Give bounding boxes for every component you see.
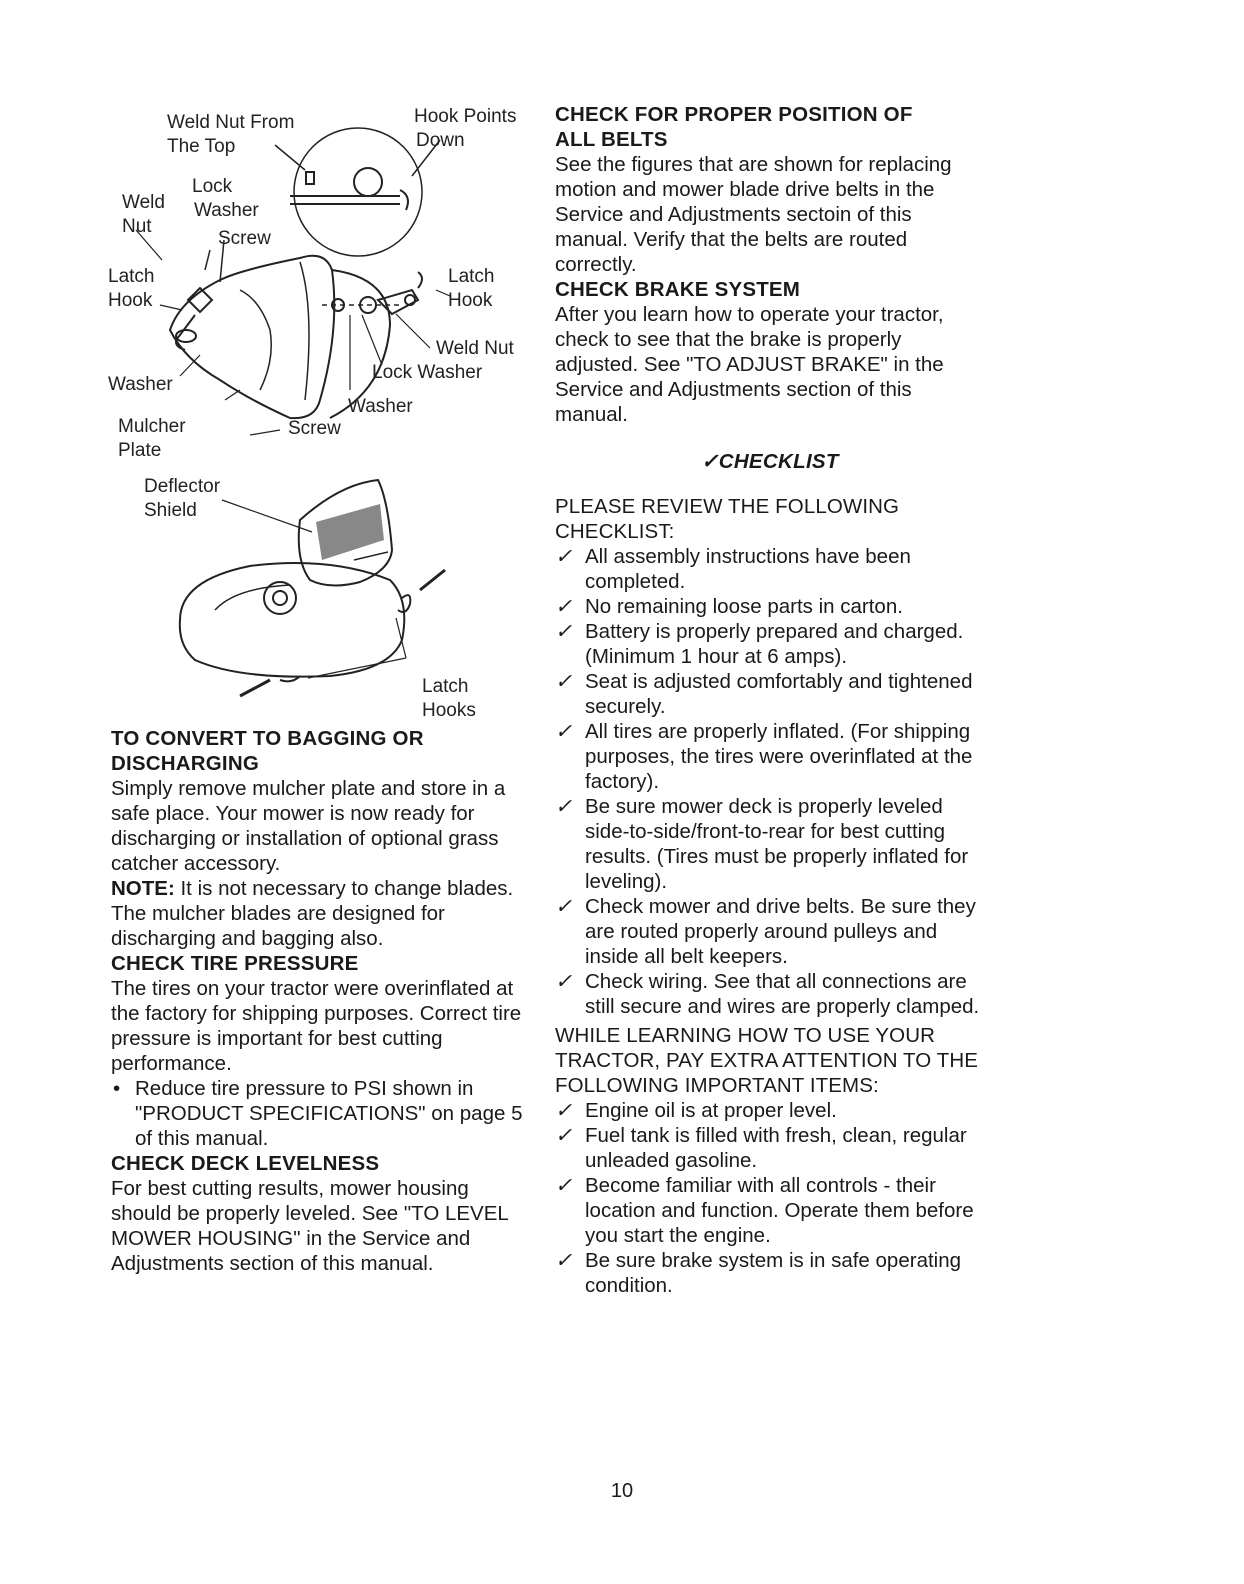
checkmark-icon: ✓	[555, 1099, 573, 1122]
checklist-item	[555, 969, 985, 1019]
checklist-item-text: Check wiring. See that all connections are still secure and wires are properly clamped.	[585, 970, 980, 1018]
tire-pressure-heading: CHECK TIRE PRESSURE	[111, 952, 359, 975]
label-latch-hook-left-1: Latch	[108, 266, 155, 287]
left-column	[111, 726, 531, 1276]
checkmark-icon: ✓	[555, 1124, 573, 1147]
mulcher-plate-figure	[100, 100, 530, 470]
deflector-shield-figure	[140, 470, 500, 720]
checkmark-icon: ✓	[555, 795, 573, 818]
checklist-item-text: Be sure brake system is in safe operating condition.	[585, 1249, 962, 1297]
label-lock-washer-right: Lock Washer	[372, 362, 483, 383]
label-weld-nut-from-top-1: Weld Nut From	[167, 112, 295, 133]
bullet-dot: •	[113, 1077, 121, 1100]
label-latch-hook-right-2: Hook	[448, 290, 493, 311]
checklist-item-text: Battery is properly prepared and charged. (Minimum 1 hour at 6 amps).	[585, 620, 964, 668]
page-number: 10	[610, 1480, 634, 1502]
label-deflector-shield-2: Shield	[144, 500, 197, 521]
label-latch-hooks-1: Latch	[422, 676, 469, 697]
note-text: It is not necessary to change blades. The mulcher blades are designed for discharging and bagging also.	[111, 877, 514, 950]
checklist-item-text: No remaining loose parts in carton.	[585, 595, 903, 618]
brake-heading: CHECK BRAKE SYSTEM	[555, 278, 801, 301]
checklist-item	[555, 1123, 985, 1173]
checkmark-icon: ✓	[555, 970, 573, 993]
checkmark-icon: ✓	[555, 670, 573, 693]
checklist-item	[555, 1173, 985, 1248]
checklist-item	[555, 1248, 985, 1298]
checklist-item-text: Be sure mower deck is properly leveled side-to-side/front-to-rear for best cutting results. (Tires must be properly inflated for leveling).	[585, 795, 969, 893]
checklist-item-text: Check mower and drive belts. Be sure they are routed properly around pulleys and inside all belt keepers.	[585, 895, 976, 968]
belts-heading-line-1: CHECK FOR PROPER POSITION OF	[555, 103, 913, 126]
label-latch-hook-right-1: Latch	[448, 266, 495, 287]
checklist-item	[555, 1098, 985, 1123]
label-lock-washer-top-1: Lock	[192, 176, 233, 197]
checkmark-icon: ✓	[555, 595, 573, 618]
convert-paragraph: Simply remove mulcher plate and store in a safe place. Your mower is now ready for discharging or installation of optional grass catcher accessory.	[111, 777, 506, 875]
checklist-item-text: Seat is adjusted comfortably and tightened securely.	[585, 670, 973, 718]
checklist-item-text: All assembly instructions have been completed.	[585, 545, 911, 593]
deck-levelness-heading: CHECK DECK LEVELNESS	[111, 1152, 380, 1175]
convert-heading-line-2: DISCHARGING	[111, 752, 259, 775]
checklist-item-text: All tires are properly inflated. (For shipping purposes, the tires were overinflated at the factory).	[585, 720, 973, 793]
checkmark-icon: ✓	[555, 620, 573, 643]
checklist-item	[555, 669, 985, 719]
checkmark-icon: ✓	[555, 1174, 573, 1197]
label-mulcher-plate-1: Mulcher	[118, 416, 186, 437]
belts-paragraph: See the figures that are shown for replacing motion and mower blade drive belts in the Service and Adjustments sectoin of this manual. Verify that the belts are routed correctly.	[555, 153, 952, 276]
convert-heading-line-1: TO CONVERT TO BAGGING OR	[111, 727, 424, 750]
note-paragraph	[111, 876, 531, 951]
checkmark-icon: ✓	[555, 895, 573, 918]
label-latch-hook-left-2: Hook	[108, 290, 153, 311]
checklist-item	[555, 894, 985, 969]
brake-paragraph: After you learn how to operate your tractor, check to see that the brake is properly adjusted. See "TO ADJUST BRAKE" in the Service and Adjustments section of this manual.	[555, 303, 944, 426]
checklist-item-text: Fuel tank is filled with fresh, clean, regular unleaded gasoline.	[585, 1124, 967, 1172]
right-column	[555, 102, 985, 1298]
checkmark-icon: ✓	[555, 720, 573, 743]
label-hook-points-down-1: Hook Points	[414, 106, 517, 127]
tire-pressure-bullet-text: Reduce tire pressure to PSI shown in "PRODUCT SPECIFICATIONS" on page 5 of this manual.	[135, 1077, 523, 1150]
label-latch-hooks-2: Hooks	[422, 700, 476, 721]
label-lock-washer-top-2: Washer	[194, 200, 259, 221]
checklist-item	[555, 794, 985, 894]
tire-pressure-paragraph: The tires on your tractor were overinflated at the factory for shipping purposes. Correct tire pressure is important for best cutting performance.	[111, 977, 522, 1075]
checklist-item	[555, 719, 985, 794]
learning-checklist	[555, 1098, 985, 1298]
checkmark-icon: ✓	[555, 1249, 573, 1272]
label-weld-nut-left-2: Nut	[122, 216, 152, 237]
checkmark-icon: ✓	[555, 545, 573, 568]
review-intro: PLEASE REVIEW THE FOLLOWING CHECKLIST:	[555, 495, 900, 543]
label-mulcher-plate-2: Plate	[118, 440, 162, 461]
label-washer-left: Washer	[108, 374, 173, 395]
checklist-item	[555, 544, 985, 594]
learning-intro: WHILE LEARNING HOW TO USE YOUR TRACTOR, PAY EXTRA ATTENTION TO THE FOLLOWING IMPORTANT ITEMS:	[555, 1024, 979, 1097]
label-screw-top: Screw	[218, 228, 271, 249]
label-deflector-shield-1: Deflector	[144, 476, 221, 497]
checklist-item-text: Engine oil is at proper level.	[585, 1099, 837, 1122]
label-weld-nut-left-1: Weld	[122, 192, 165, 213]
checklist	[555, 544, 985, 1019]
deck-levelness-paragraph: For best cutting results, mower housing should be properly leveled. See "TO LEVEL MOWER HOUSING" in the Service and Adjustments section of this manual.	[111, 1177, 509, 1275]
label-washer-bottom: Washer	[348, 396, 413, 417]
label-screw-bottom: Screw	[288, 418, 341, 439]
belts-heading-line-2: ALL BELTS	[555, 128, 668, 151]
checklist-item-text: Become familiar with all controls - their location and function. Operate them before you start the engine.	[585, 1174, 974, 1247]
checklist-heading: ✓CHECKLIST	[701, 450, 839, 473]
checklist-item	[555, 619, 985, 669]
label-weld-nut-right: Weld Nut	[436, 338, 514, 359]
label-weld-nut-from-top-2: The Top	[167, 136, 236, 157]
note-label: NOTE:	[111, 877, 175, 900]
tire-pressure-bullet	[111, 1076, 531, 1151]
checklist-item	[555, 594, 985, 619]
label-hook-points-down-2: Down	[416, 130, 465, 151]
